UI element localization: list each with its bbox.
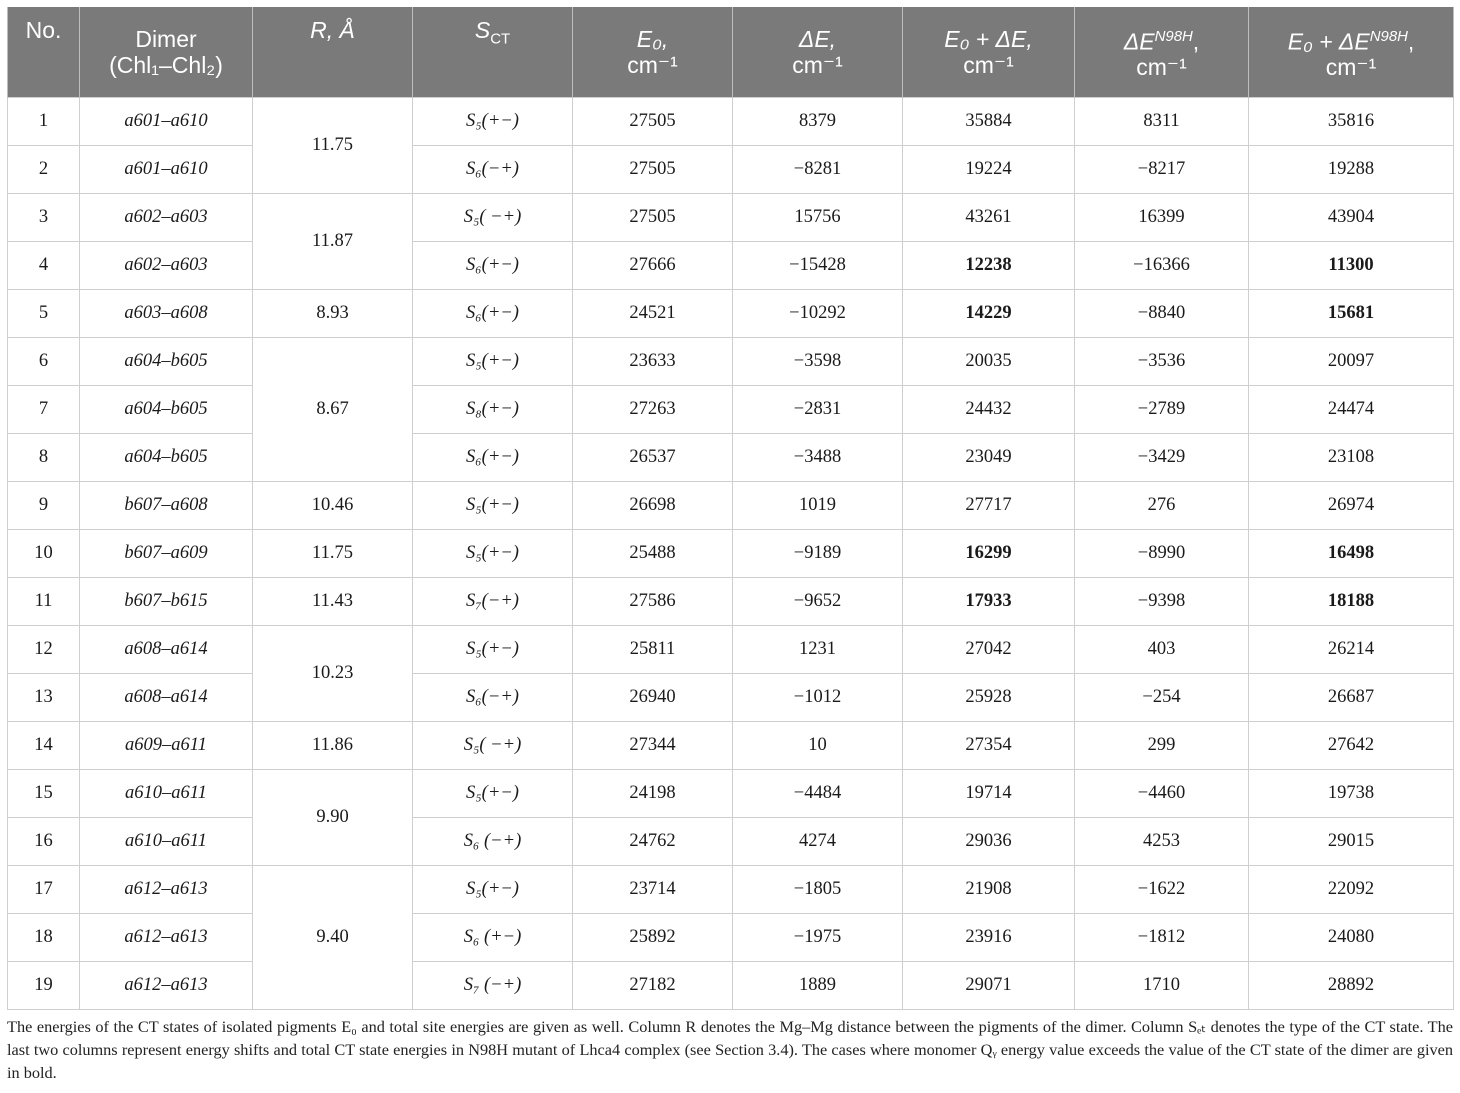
header-dimer: Dimer (Chl₁–Chl₂) bbox=[80, 7, 253, 98]
table-row bbox=[8, 386, 1454, 434]
e0-plus-delta-e-cell: 17933 bbox=[903, 578, 1075, 626]
delta-e-cell: 15756 bbox=[733, 194, 903, 242]
delta-e-n98h-cell: −9398 bbox=[1075, 578, 1249, 626]
dimer-cell: a604–b605 bbox=[80, 338, 253, 386]
delta-e-cell: −1805 bbox=[733, 866, 903, 914]
header-delta-e: ΔE, cm⁻¹ bbox=[733, 7, 903, 98]
e0-cell: 23714 bbox=[573, 866, 733, 914]
e0-plus-delta-e-cell: 25928 bbox=[903, 674, 1075, 722]
e0-plus-delta-e-cell: 24432 bbox=[903, 386, 1075, 434]
e0-plus-delta-e-cell: 29036 bbox=[903, 818, 1075, 866]
dimer-cell: b607–a609 bbox=[80, 530, 253, 578]
ct-state-cell: S₆(−+) bbox=[413, 674, 573, 722]
dimer-cell: a610–a611 bbox=[80, 770, 253, 818]
ct-states-table bbox=[7, 7, 1454, 1010]
e0-plus-delta-e-cell: 16299 bbox=[903, 530, 1075, 578]
row-number: 11 bbox=[8, 578, 80, 626]
ct-state-cell: S₆ (−+) bbox=[413, 818, 573, 866]
e0-plus-delta-e-cell: 12238 bbox=[903, 242, 1075, 290]
ct-state-cell: S₅(+−) bbox=[413, 98, 573, 146]
row-number: 15 bbox=[8, 770, 80, 818]
distance-cell: 11.75 bbox=[253, 98, 413, 194]
e0-cell: 25811 bbox=[573, 626, 733, 674]
e0-cell: 27666 bbox=[573, 242, 733, 290]
e0-plus-delta-e-n98h-cell: 19288 bbox=[1249, 146, 1454, 194]
row-number: 7 bbox=[8, 386, 80, 434]
delta-e-n98h-cell: 276 bbox=[1075, 482, 1249, 530]
row-number: 9 bbox=[8, 482, 80, 530]
e0-plus-delta-e-n98h-cell: 22092 bbox=[1249, 866, 1454, 914]
delta-e-n98h-cell: −16366 bbox=[1075, 242, 1249, 290]
distance-cell: 9.40 bbox=[253, 866, 413, 1010]
delta-e-cell: −2831 bbox=[733, 386, 903, 434]
delta-e-cell: −9189 bbox=[733, 530, 903, 578]
e0-cell: 27344 bbox=[573, 722, 733, 770]
table-row bbox=[8, 578, 1454, 626]
e0-plus-delta-e-n98h-cell: 24474 bbox=[1249, 386, 1454, 434]
dimer-cell: a603–a608 bbox=[80, 290, 253, 338]
delta-e-cell: −3598 bbox=[733, 338, 903, 386]
e0-plus-delta-e-n98h-cell: 23108 bbox=[1249, 434, 1454, 482]
e0-cell: 25488 bbox=[573, 530, 733, 578]
e0-plus-delta-e-n98h-cell: 26214 bbox=[1249, 626, 1454, 674]
dimer-cell: a602–a603 bbox=[80, 242, 253, 290]
delta-e-n98h-cell: −8840 bbox=[1075, 290, 1249, 338]
distance-cell: 10.23 bbox=[253, 626, 413, 722]
e0-plus-delta-e-n98h-cell: 29015 bbox=[1249, 818, 1454, 866]
delta-e-n98h-cell: −2789 bbox=[1075, 386, 1249, 434]
distance-cell: 9.90 bbox=[253, 770, 413, 866]
e0-cell: 24762 bbox=[573, 818, 733, 866]
row-number: 10 bbox=[8, 530, 80, 578]
dimer-cell: a608–a614 bbox=[80, 674, 253, 722]
ct-state-cell: S₇ (−+) bbox=[413, 962, 573, 1010]
delta-e-n98h-cell: 4253 bbox=[1075, 818, 1249, 866]
e0-cell: 26698 bbox=[573, 482, 733, 530]
distance-cell: 11.43 bbox=[253, 578, 413, 626]
row-number: 13 bbox=[8, 674, 80, 722]
table-row bbox=[8, 98, 1454, 146]
ct-state-cell: S₅(+−) bbox=[413, 770, 573, 818]
ct-state-cell: S₅(+−) bbox=[413, 866, 573, 914]
row-number: 16 bbox=[8, 818, 80, 866]
e0-cell: 25892 bbox=[573, 914, 733, 962]
row-number: 12 bbox=[8, 626, 80, 674]
ct-state-cell: S₅(+−) bbox=[413, 338, 573, 386]
dimer-cell: a612–a613 bbox=[80, 962, 253, 1010]
dimer-cell: a610–a611 bbox=[80, 818, 253, 866]
table-row bbox=[8, 770, 1454, 818]
ct-state-cell: S₅(+−) bbox=[413, 626, 573, 674]
e0-plus-delta-e-cell: 29071 bbox=[903, 962, 1075, 1010]
delta-e-cell: 1231 bbox=[733, 626, 903, 674]
dimer-cell: a602–a603 bbox=[80, 194, 253, 242]
e0-plus-delta-e-n98h-cell: 43904 bbox=[1249, 194, 1454, 242]
table-row bbox=[8, 626, 1454, 674]
e0-plus-delta-e-n98h-cell: 16498 bbox=[1249, 530, 1454, 578]
row-number: 6 bbox=[8, 338, 80, 386]
e0-plus-delta-e-cell: 23916 bbox=[903, 914, 1075, 962]
e0-plus-delta-e-cell: 19224 bbox=[903, 146, 1075, 194]
e0-cell: 27505 bbox=[573, 146, 733, 194]
table-row bbox=[8, 914, 1454, 962]
e0-plus-delta-e-n98h-cell: 26974 bbox=[1249, 482, 1454, 530]
row-number: 18 bbox=[8, 914, 80, 962]
delta-e-cell: −8281 bbox=[733, 146, 903, 194]
table-footnote: The energies of the CT states of isolated pigments E₀ and total site energies are given as well. Column R denotes the Mg–Mg distance between the pigments of the dimer. Column Sₑₜ denotes the type of the CT state. The last two columns represent energy shifts and total CT state energies in N98H mutant of Lhca4 complex (see Section 3.4). The cases where monomer Qᵧ energy value exceeds the value of the CT state of the dimer are given in bold. bbox=[7, 1017, 1453, 1082]
e0-plus-delta-e-cell: 27354 bbox=[903, 722, 1075, 770]
ct-state-cell: S₆(+−) bbox=[413, 290, 573, 338]
delta-e-cell: −10292 bbox=[733, 290, 903, 338]
e0-plus-delta-e-n98h-cell: 35816 bbox=[1249, 98, 1454, 146]
e0-plus-delta-e-n98h-cell: 26687 bbox=[1249, 674, 1454, 722]
row-number: 5 bbox=[8, 290, 80, 338]
delta-e-n98h-cell: −4460 bbox=[1075, 770, 1249, 818]
ct-state-cell: S₅(+−) bbox=[413, 482, 573, 530]
ct-state-cell: S₅(+−) bbox=[413, 530, 573, 578]
distance-cell: 11.87 bbox=[253, 194, 413, 290]
delta-e-cell: 10 bbox=[733, 722, 903, 770]
header-r: R, Å bbox=[253, 7, 413, 98]
delta-e-n98h-cell: 8311 bbox=[1075, 98, 1249, 146]
e0-plus-delta-e-n98h-cell: 19738 bbox=[1249, 770, 1454, 818]
table-container bbox=[7, 7, 1453, 1010]
delta-e-n98h-cell: 403 bbox=[1075, 626, 1249, 674]
table-row bbox=[8, 434, 1454, 482]
delta-e-n98h-cell: −254 bbox=[1075, 674, 1249, 722]
dimer-cell: a601–a610 bbox=[80, 98, 253, 146]
dimer-cell: a612–a613 bbox=[80, 866, 253, 914]
delta-e-cell: 1019 bbox=[733, 482, 903, 530]
dimer-cell: a608–a614 bbox=[80, 626, 253, 674]
delta-e-cell: 8379 bbox=[733, 98, 903, 146]
e0-plus-delta-e-cell: 43261 bbox=[903, 194, 1075, 242]
e0-plus-delta-e-cell: 27717 bbox=[903, 482, 1075, 530]
dimer-cell: b607–b615 bbox=[80, 578, 253, 626]
e0-cell: 27586 bbox=[573, 578, 733, 626]
delta-e-n98h-cell: −3429 bbox=[1075, 434, 1249, 482]
table-row bbox=[8, 818, 1454, 866]
header-delta-e-n98h: $\Delta E^{N98H}$, cm⁻¹ bbox=[1075, 7, 1249, 98]
distance-cell: 10.46 bbox=[253, 482, 413, 530]
dimer-cell: a609–a611 bbox=[80, 722, 253, 770]
e0-plus-delta-e-n98h-cell: 11300 bbox=[1249, 242, 1454, 290]
row-number: 2 bbox=[8, 146, 80, 194]
e0-plus-delta-e-n98h-cell: 24080 bbox=[1249, 914, 1454, 962]
dimer-cell: a612–a613 bbox=[80, 914, 253, 962]
e0-cell: 27263 bbox=[573, 386, 733, 434]
distance-cell: 11.75 bbox=[253, 530, 413, 578]
header-sct: $S_{CT}$ bbox=[413, 7, 573, 98]
e0-plus-delta-e-cell: 20035 bbox=[903, 338, 1075, 386]
delta-e-n98h-cell: −1622 bbox=[1075, 866, 1249, 914]
table-row bbox=[8, 722, 1454, 770]
row-number: 4 bbox=[8, 242, 80, 290]
e0-cell: 27182 bbox=[573, 962, 733, 1010]
header-e0-plus-delta-e: E₀ + ΔE, cm⁻¹ bbox=[903, 7, 1075, 98]
e0-plus-delta-e-cell: 19714 bbox=[903, 770, 1075, 818]
header-no: No. bbox=[8, 7, 80, 98]
e0-cell: 26940 bbox=[573, 674, 733, 722]
distance-cell: 11.86 bbox=[253, 722, 413, 770]
table-row bbox=[8, 962, 1454, 1010]
table-row bbox=[8, 338, 1454, 386]
row-number: 8 bbox=[8, 434, 80, 482]
table-row bbox=[8, 482, 1454, 530]
table-row bbox=[8, 290, 1454, 338]
e0-plus-delta-e-n98h-cell: 28892 bbox=[1249, 962, 1454, 1010]
distance-cell: 8.93 bbox=[253, 290, 413, 338]
delta-e-cell: −4484 bbox=[733, 770, 903, 818]
e0-cell: 27505 bbox=[573, 194, 733, 242]
e0-cell: 24198 bbox=[573, 770, 733, 818]
row-number: 14 bbox=[8, 722, 80, 770]
e0-plus-delta-e-n98h-cell: 15681 bbox=[1249, 290, 1454, 338]
header-e0-plus-delta-e-n98h: $E_0 + \Delta E^{N98H}$, cm⁻¹ bbox=[1249, 7, 1454, 98]
e0-cell: 27505 bbox=[573, 98, 733, 146]
delta-e-cell: −1975 bbox=[733, 914, 903, 962]
delta-e-cell: 4274 bbox=[733, 818, 903, 866]
delta-e-n98h-cell: −3536 bbox=[1075, 338, 1249, 386]
table-row bbox=[8, 242, 1454, 290]
e0-plus-delta-e-cell: 27042 bbox=[903, 626, 1075, 674]
e0-plus-delta-e-cell: 14229 bbox=[903, 290, 1075, 338]
table-row bbox=[8, 674, 1454, 722]
ct-state-cell: S₅( −+) bbox=[413, 194, 573, 242]
header-row bbox=[8, 7, 1454, 98]
dimer-cell: a601–a610 bbox=[80, 146, 253, 194]
ct-state-cell: S₇(−+) bbox=[413, 578, 573, 626]
delta-e-cell: −9652 bbox=[733, 578, 903, 626]
delta-e-n98h-cell: 16399 bbox=[1075, 194, 1249, 242]
table-body bbox=[8, 98, 1454, 1010]
e0-plus-delta-e-n98h-cell: 20097 bbox=[1249, 338, 1454, 386]
row-number: 3 bbox=[8, 194, 80, 242]
delta-e-n98h-cell: 1710 bbox=[1075, 962, 1249, 1010]
e0-plus-delta-e-n98h-cell: 27642 bbox=[1249, 722, 1454, 770]
row-number: 17 bbox=[8, 866, 80, 914]
e0-plus-delta-e-cell: 35884 bbox=[903, 98, 1075, 146]
e0-cell: 24521 bbox=[573, 290, 733, 338]
ct-state-cell: S₆(−+) bbox=[413, 146, 573, 194]
table-row bbox=[8, 146, 1454, 194]
dimer-cell: b607–a608 bbox=[80, 482, 253, 530]
delta-e-cell: 1889 bbox=[733, 962, 903, 1010]
table-row bbox=[8, 866, 1454, 914]
ct-state-cell: S₆(+−) bbox=[413, 242, 573, 290]
table-row bbox=[8, 194, 1454, 242]
ct-state-cell: S₅( −+) bbox=[413, 722, 573, 770]
delta-e-cell: −15428 bbox=[733, 242, 903, 290]
e0-cell: 26537 bbox=[573, 434, 733, 482]
e0-plus-delta-e-cell: 21908 bbox=[903, 866, 1075, 914]
dimer-cell: a604–b605 bbox=[80, 434, 253, 482]
e0-plus-delta-e-cell: 23049 bbox=[903, 434, 1075, 482]
delta-e-n98h-cell: −8990 bbox=[1075, 530, 1249, 578]
dimer-cell: a604–b605 bbox=[80, 386, 253, 434]
delta-e-n98h-cell: 299 bbox=[1075, 722, 1249, 770]
delta-e-cell: −3488 bbox=[733, 434, 903, 482]
e0-cell: 23633 bbox=[573, 338, 733, 386]
ct-state-cell: S₆ (+−) bbox=[413, 914, 573, 962]
distance-cell: 8.67 bbox=[253, 338, 413, 482]
delta-e-cell: −1012 bbox=[733, 674, 903, 722]
header-e0: E₀, cm⁻¹ bbox=[573, 7, 733, 98]
delta-e-n98h-cell: −8217 bbox=[1075, 146, 1249, 194]
e0-plus-delta-e-n98h-cell: 18188 bbox=[1249, 578, 1454, 626]
delta-e-n98h-cell: −1812 bbox=[1075, 914, 1249, 962]
ct-state-cell: S₆(+−) bbox=[413, 434, 573, 482]
row-number: 1 bbox=[8, 98, 80, 146]
table-row bbox=[8, 530, 1454, 578]
row-number: 19 bbox=[8, 962, 80, 1010]
ct-state-cell: S₈(+−) bbox=[413, 386, 573, 434]
